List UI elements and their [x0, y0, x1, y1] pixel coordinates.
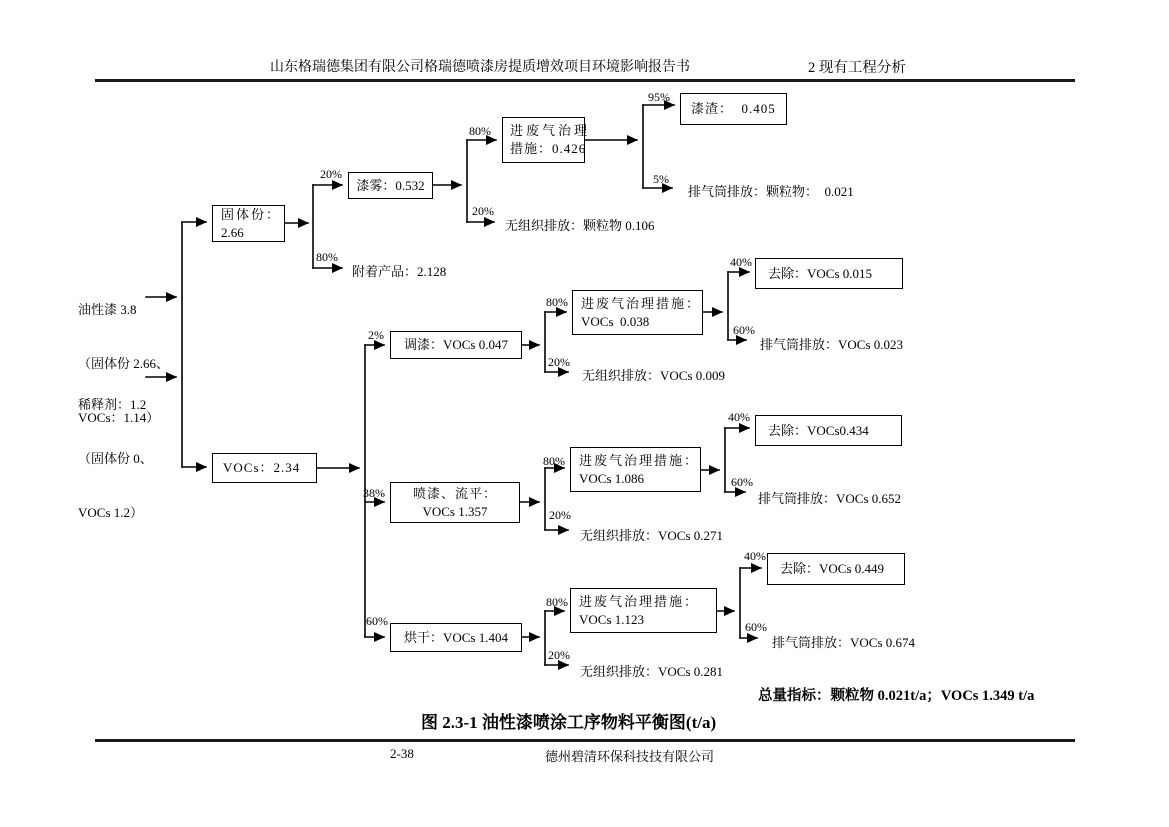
- node-mixing-removal-line1: 去除：VOCs 0.015: [768, 265, 873, 281]
- edge-percent-solid-to-product: 80%: [316, 250, 338, 264]
- node-mist-treatment-line2: 措施：0.426: [510, 141, 587, 156]
- output-mixing-stack: 排气筒排放：VOCs 0.023: [760, 337, 904, 352]
- output-drying-fugitive: 无组织排放：VOCs 0.281: [580, 664, 724, 679]
- input-thinner-line3: VOCs 1.2）: [78, 505, 144, 520]
- node-spray-leveling-line1: 喷漆、流平：: [412, 485, 497, 501]
- node-paint-residue: [680, 93, 787, 125]
- edge-percent-drying-to-treatment: 80%: [546, 595, 568, 609]
- output-mist-fugitive: 无组织排放：颗粒物 0.106: [505, 218, 655, 233]
- output-spray-stack: 排气筒排放：VOCs 0.652: [758, 491, 902, 506]
- edge-percent-vocs-to-drying: 60%: [366, 614, 388, 628]
- node-drying-treatment: [570, 588, 717, 633]
- output-mixing-fugitive: 无组织排放：VOCs 0.009: [582, 368, 726, 383]
- node-mixing-treatment: [572, 290, 703, 335]
- output-adhered-product: 附着产品：2.128: [352, 264, 447, 279]
- input-oil-paint-line2: （固体份 2.66、: [78, 356, 170, 371]
- edge-percent-mixing-to-treatment: 80%: [546, 295, 568, 309]
- edge-percent-mist-to-treatment: 80%: [469, 124, 491, 138]
- footer-rule: [95, 739, 1075, 742]
- edge-percent-spray-to-fugitive: 20%: [549, 508, 571, 522]
- node-solid-content: [212, 205, 285, 242]
- edge-percent-mist-to-fugitive: 20%: [472, 204, 494, 218]
- header-doc-title: 山东格瑞德集团有限公司格瑞德喷漆房提质增效项目环境影响报告书: [270, 60, 690, 75]
- node-spray-treatment: [570, 447, 701, 492]
- input-thinner: [78, 360, 153, 558]
- node-paint-mixing: [390, 331, 522, 359]
- node-paint-mist-line1: 漆雾：0.532: [356, 177, 425, 193]
- footer-company: 德州碧清环保科技技有限公司: [545, 749, 715, 764]
- node-spray-removal-line1: 去除：VOCs0.434: [768, 422, 869, 438]
- node-solid-line2: 2.66: [221, 224, 244, 240]
- node-drying: [390, 623, 522, 652]
- output-mist-stack: 排气筒排放：颗粒物： 0.021: [688, 184, 854, 199]
- node-drying-removal-line1: 去除：VOCs 0.449: [780, 561, 885, 577]
- node-mixing-treatment-line1: 进废气治理措施：: [581, 295, 702, 311]
- input-oil-paint-line3: VOCs：1.14）: [78, 410, 160, 425]
- edge-percent-treatment-to-residue: 95%: [648, 90, 670, 104]
- node-spray-treatment-line1: 进废气治理措施：: [579, 452, 700, 468]
- node-solid-line1: 固体份：: [221, 206, 282, 222]
- edge-percent-drying-treatment-to-stack: 60%: [745, 620, 767, 634]
- edge-percent-mixing-treatment-to-removal: 40%: [730, 255, 752, 269]
- input-thinner-line2: （固体份 0、: [78, 451, 153, 466]
- node-vocs: [212, 453, 317, 483]
- edge-percent-solid-to-mist: 20%: [320, 167, 342, 181]
- header-rule: [95, 79, 1075, 82]
- output-drying-stack: 排气筒排放：VOCs 0.674: [772, 635, 916, 650]
- node-spray-leveling-line2: VOCs 1.357: [422, 503, 488, 519]
- node-drying-line1: 烘干：VOCs 1.404: [403, 629, 508, 645]
- node-drying-treatment-line1: 进废气治理措施：: [579, 593, 700, 609]
- node-paint-mixing-line1: 调漆：VOCs 0.047: [403, 337, 508, 353]
- node-drying-treatment-line2: VOCs 1.123: [579, 611, 645, 627]
- node-paint-residue-line1: 漆渣： 0.405: [691, 101, 776, 117]
- output-spray-fugitive: 无组织排放：VOCs 0.271: [580, 528, 724, 543]
- edge-percent-spray-to-treatment: 80%: [543, 454, 565, 468]
- edge-percent-drying-treatment-to-removal: 40%: [744, 549, 766, 563]
- node-spray-treatment-line2: VOCs 1.086: [579, 470, 645, 486]
- edge-percent-spray-treatment-to-stack: 60%: [731, 475, 753, 489]
- figure-caption: 图 2.3-1 油性漆喷涂工序物料平衡图(t/a): [421, 713, 717, 732]
- input-thinner-line1: 稀释剂：1.2: [78, 397, 147, 412]
- node-mixing-removal: [755, 258, 903, 289]
- edge-percent-mixing-treatment-to-stack: 60%: [733, 323, 755, 337]
- node-spray-removal: [755, 415, 902, 446]
- node-mist-treatment: [502, 117, 591, 163]
- node-mixing-treatment-line2: VOCs 0.038: [581, 313, 650, 329]
- edge-percent-spray-treatment-to-removal: 40%: [728, 410, 750, 424]
- node-vocs-line1: VOCs：2.34: [223, 460, 301, 476]
- input-oil-paint-line1: 油性漆 3.8: [78, 302, 137, 317]
- edge-percent-drying-to-fugitive: 20%: [548, 648, 570, 662]
- edge-percent-treatment-to-stack: 5%: [653, 172, 669, 186]
- header-section-title: 2 现有工程分析: [808, 60, 906, 76]
- edge-percent-vocs-to-spray: 38%: [363, 486, 385, 500]
- total-indicator-note: 总量指标：颗粒物 0.021t/a；VOCs 1.349 t/a: [758, 688, 1035, 704]
- footer-page-number: 2-38: [390, 746, 414, 761]
- node-drying-removal: [767, 553, 905, 585]
- node-paint-mist: [348, 172, 433, 199]
- edge-percent-mixing-to-fugitive: 20%: [548, 355, 570, 369]
- node-mist-treatment-line1: 进废气治理: [510, 123, 591, 139]
- node-spray-leveling: [390, 482, 520, 523]
- edge-percent-vocs-to-mixing: 2%: [368, 328, 384, 342]
